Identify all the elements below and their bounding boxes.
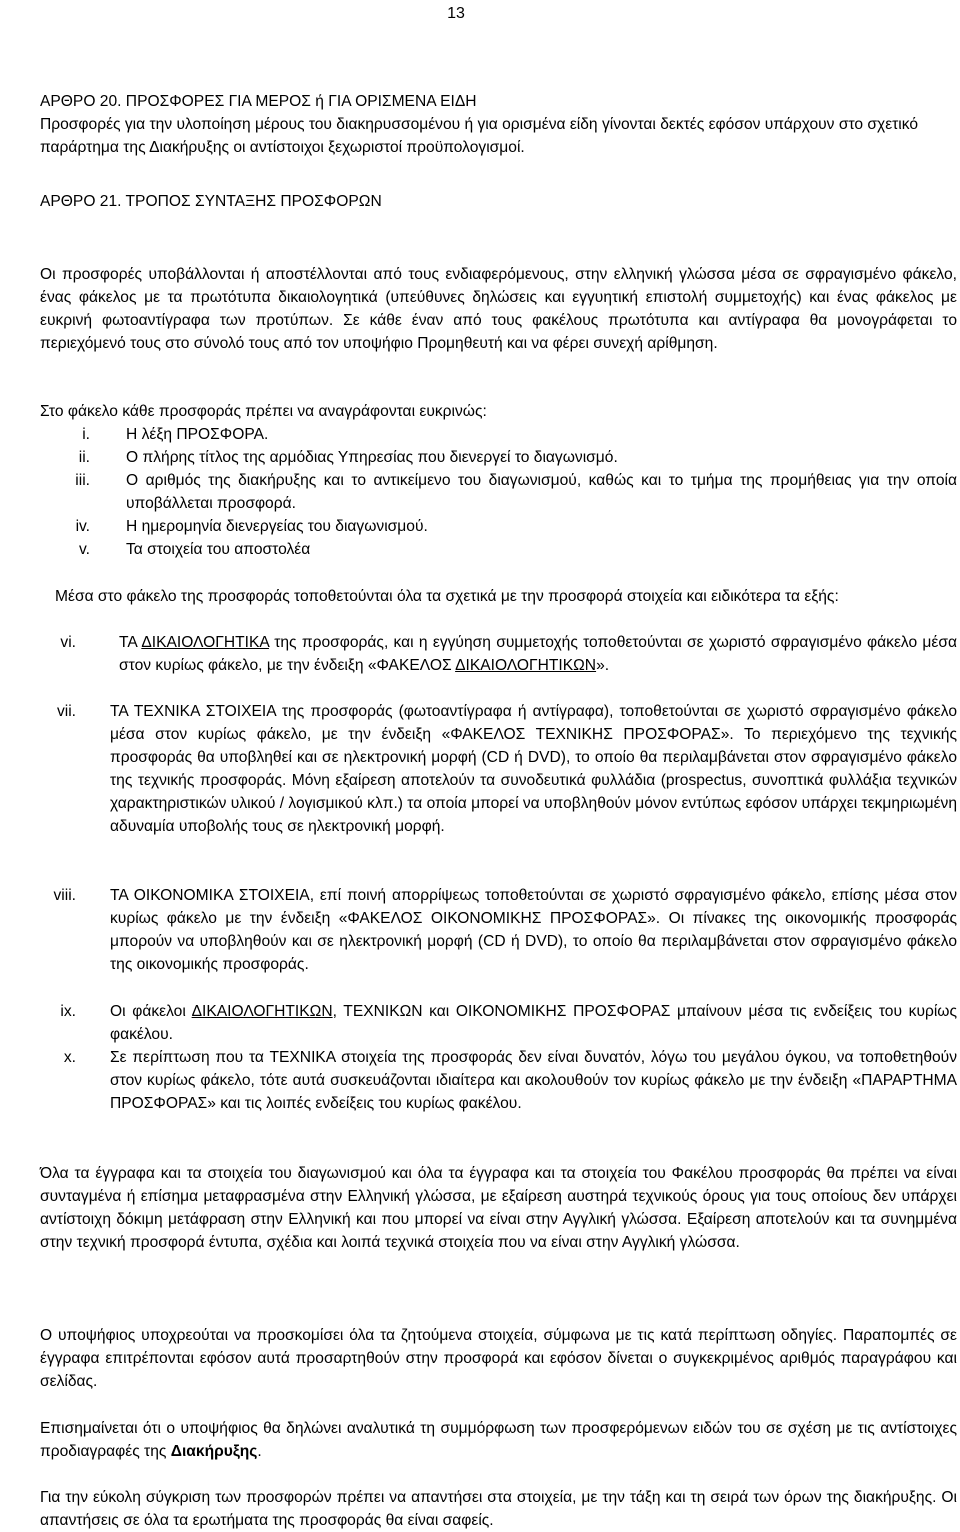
list-item-number: ix. — [60, 1003, 76, 1020]
list-item-text — [119, 631, 957, 677]
article-21-title: ΑΡΘΡΟ 21. ΤΡΟΠΟΣ ΣΥΝΤΑΞΗΣ ΠΡΟΣΦΟΡΩΝ — [40, 193, 382, 210]
list-item-text — [110, 1000, 957, 1046]
text-run: της προσφοράς, και η εγγύηση συμμετοχής τοποθετούνται σε χωριστό σφραγισμένο φάκελο μέσα στον κυρίως φάκελο, με την ένδειξη «ΦΑΚΕΛΟΣ — [119, 634, 957, 674]
compliance-paragraph — [40, 1417, 957, 1463]
text-run: . — [257, 1443, 262, 1460]
text-run: , ΤΕΧΝΙΚΩΝ και ΟΙΚΟΝΟΜΙΚΗΣ ΠΡΟΣΦΟΡΑΣ μπαίνουν μέσα τις ενδείξεις του κυρίως φακέλου. — [110, 1003, 957, 1043]
page-number: 13 — [447, 5, 465, 22]
list-item-text: Ο αριθμός της διακήρυξης και το αντικείμενο του διαγωνισμού, καθώς και το τμήμα της προμήθειας για την οποία υποβάλλεται προσφορά. — [126, 472, 957, 512]
list-item-number: iii. — [75, 472, 90, 489]
list-item-number: viii. — [53, 887, 76, 904]
list-item-number: ii. — [78, 449, 90, 466]
list-item-text: ΤΑ ΟΙΚΟΝΟΜΙΚΑ ΣΤΟΙΧΕΙΑ, επί ποινή απορρίψεως τοποθετούνται σε χωριστό σφραγισμένο φάκελο, επίσης μέσα στον κυρίως φάκελο με την ένδειξη «ΦΑΚΕΛΟΣ ΟΙΚΟΝΟΜΙΚΗΣ ΠΡΟΣΦΟΡΑΣ». Οι πίνακες της οικονομικής προσφοράς μπορούν να υποβληθούν και σε ηλεκτρονική μορφή (CD ή DVD), το οποίο θα περιλαμβάνεται στον σφραγισμένο φάκελο της οικονομικής προσφοράς. — [110, 887, 957, 973]
list-item-text: ΤΑ ΤΕΧΝΙΚΑ ΣΤΟΙΧΕΙΑ της προσφοράς (φωτοαντίγραφα ή αντίγραφα), τοποθετούνται σε χωριστό σφραγισμένο φάκελο μέσα στον κυρίως φάκελο, με την ένδειξη «ΦΑΚΕΛΟΣ ΤΕΧΝΙΚΗΣ ΠΡΟΣΦΟΡΑΣ». Το περιεχόμενο της τεχνικής προσφοράς θα υποβληθεί και σε ηλεκτρονική μορφή (CD ή DVD), το οποίο θα περιλαμβάνεται στον σφραγισμένο φάκελο της τεχνικής προσφοράς. Μόνη εξαίρεση αποτελούν τα συνοδευτικά φυλλάδια (prospectus, συνοπτικά φυλλάξια τεχνικών χαρακτηριστικών υλικού / λογισμικού κλπ.) τα οποία μπορεί να υποβληθούν μόνον εντύπως εφόσον υπάρχει τεκμηριωμένη αδυναμία υποβολής τους σε ηλεκτρονική μορφή. — [110, 703, 957, 835]
underlined-text: ΔΙΚΑΙΟΛΟΓΗΤΙΚΑ — [141, 634, 269, 651]
list-item-number: i. — [82, 426, 90, 443]
list-item-text: Τα στοιχεία του αποστολέα — [126, 541, 311, 558]
candidate-paragraph: Ο υποψήφιος υποχρεούται να προσκομίσει όλα τα ζητούμενα στοιχεία, σύμφωνα με τις κατά περίπτωση οδηγίες. Παραπομπές σε έγγραφα επιτρέπονται εφόσον αυτά προσαρτηθούν στην προσφορά και εφόσον δίνεται ο συγκεκριμένος αριθμός παραγράφου και σελίδας. — [40, 1327, 957, 1390]
underlined-text: ΔΙΚΑΙΟΛΟΓΗΤΙΚΩΝ — [191, 1003, 333, 1020]
comparison-paragraph: Για την εύκολη σύγκριση των προσφορών πρέπει να απαντήσει στα στοιχεία, με την τάξη και τη σειρά των όρων της διακήρυξης. Οι απαντήσεις σε όλα τα ερωτήματα της προσφοράς θα είναι σαφείς. — [40, 1489, 957, 1529]
list-item-number: vi. — [60, 634, 76, 651]
text-run: Επισημαίνεται ότι ο υποψήφιος θα δηλώνει αναλυτικά τη συμμόρφωση των προσφερόμενων ειδών του σε σχέση με τις αντίστοιχες προδιαγραφές της — [40, 1420, 957, 1460]
underlined-text: ΔΙΚΑΙΟΛΟΓΗΤΙΚΩΝ — [455, 657, 597, 674]
envelope-contents-intro: Μέσα στο φάκελο της προσφοράς τοποθετούνται όλα τα σχετικά με την προσφορά στοιχεία και ειδικότερα τα εξής: — [55, 588, 839, 605]
bold-text: Διακήρυξης — [170, 1443, 258, 1460]
list-item-text: Η ημερομηνία διενεργείας του διαγωνισμού. — [126, 518, 428, 535]
list-item-number: vii. — [56, 703, 76, 720]
list-item-number: v. — [79, 541, 90, 558]
list-item-number: iv. — [75, 518, 90, 535]
list-item-text: Η λέξη ΠΡΟΣΦΟΡΑ. — [126, 426, 269, 443]
envelope-markings-intro: Στο φάκελο κάθε προσφοράς πρέπει να αναγράφονται ευκρινώς: — [40, 403, 487, 420]
list-item-text: Ο πλήρης τίτλος της αρμόδιας Υπηρεσίας που διενεργεί το διαγωνισμό. — [126, 449, 618, 466]
submission-paragraph: Οι προσφορές υποβάλλονται ή αποστέλλονται από τους ενδιαφερόμενους, στην ελληνική γλώσσα μέσα σε σφραγισμένο φάκελο, ένας φάκελος με τα πρωτότυπα δικαιολογητικά (υπεύθυνες δηλώσεις και εγγυητική επιστολή συμμετοχής) και ένας φάκελος με ευκρινή φωτοαντίγραφα των προτύπων. Σε κάθε έναν από τους φακέλους πρωτότυπα και αντίγραφα θα μονογράφεται το περιεχόμενό τους στο σύνολό τους από τον υποψήφιο Προμηθευτή και να φέρει συνεχή αρίθμηση. — [40, 266, 957, 352]
article-20-body: Προσφορές για την υλοποίηση μέρους του διακηρυσσομένου ή για ορισμένα είδη γίνονται δεκτές εφόσον υπάρχουν στο σχετικό παράρτημα της Διακήρυξης οι αντίστοιχοι ξεχωριστοί προϋπολογισμοί. — [40, 116, 919, 156]
article-20-title: ΑΡΘΡΟ 20. ΠΡΟΣΦΟΡΕΣ ΓΙΑ ΜΕΡΟΣ ή ΓΙΑ ΟΡΙΣΜΕΝΑ ΕΙΔΗ — [40, 93, 477, 110]
language-paragraph: Όλα τα έγγραφα και τα στοιχεία του διαγωνισμού και όλα τα έγγραφα και τα στοιχεία του Φακέλου προσφοράς θα πρέπει να είναι συνταγμένα ή επίσημα μεταφρασμένα στην Ελληνική γλώσσα, με εξαίρεση αυστηρά τεχνικούς όρους για τους οποίους δεν υπάρχει αντίστοιχη δόκιμη μετάφραση στην Ελληνική και που μπορεί να είναι στην Αγγλική γλώσσα. Εξαίρεση αποτελούν και τα συνημμένα στην τεχνική προσφορά έντυπα, σχέδια και λοιπά τεχνικά στοιχεία που να είναι στην Αγγλική γλώσσα. — [40, 1165, 957, 1251]
text-run: ». — [596, 657, 610, 674]
text-run: Οι φάκελοι — [110, 1003, 192, 1020]
text-run: ΤΑ — [119, 634, 142, 651]
list-item-text: Σε περίπτωση που τα ΤΕΧΝΙΚΑ στοιχεία της προσφοράς δεν είναι δυνατόν, λόγω του μεγάλου όγκου, να τοποθετηθούν στον κυρίως φάκελο, τότε αυτά συσκευάζονται ιδιαίτερα και ακολουθούν τον κυρίως φάκελο με την ένδειξη «ΠΑΡΑΡΤΗΜΑ ΠΡΟΣΦΟΡΑΣ» και τις λοιπές ενδείξεις του κυρίως φακέλου. — [110, 1049, 957, 1112]
list-item-number: x. — [63, 1049, 76, 1066]
